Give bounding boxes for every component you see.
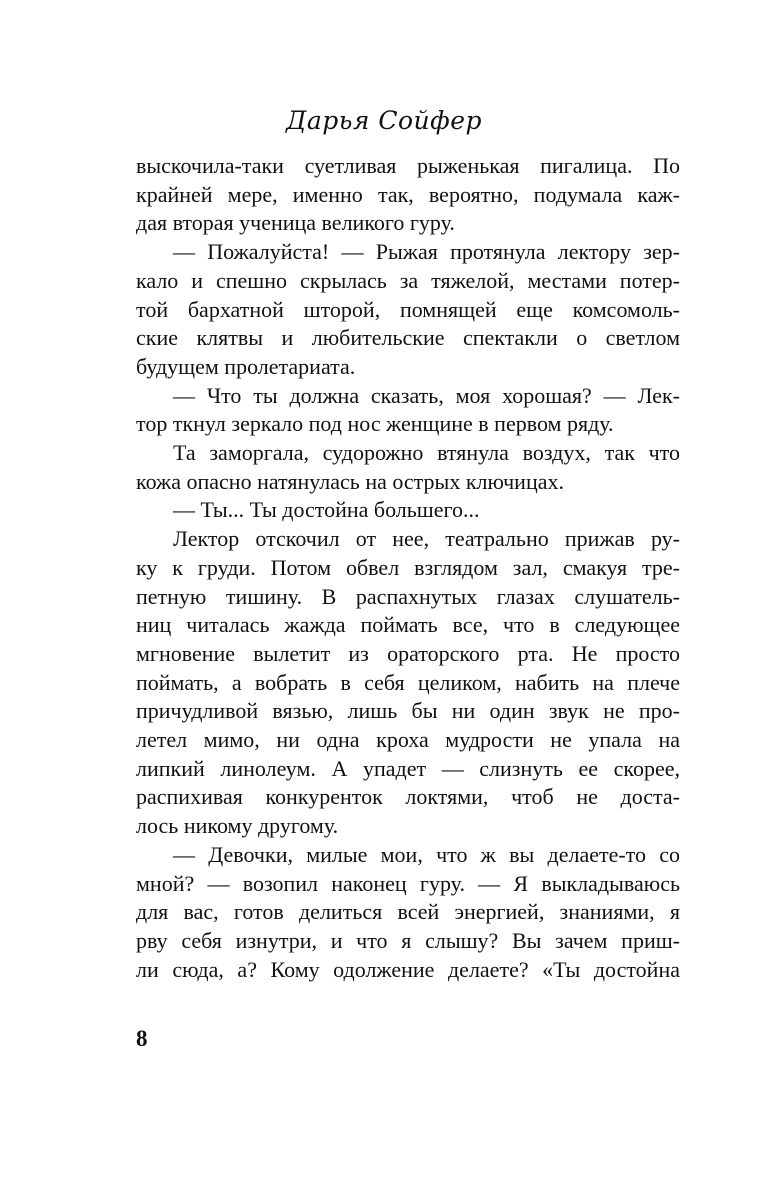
text-line: — Пожалуйста! — Рыжая протянула лектору зер-: [173, 239, 680, 265]
running-head: Дарья Сойфер: [286, 106, 482, 135]
text-line: ли сюда, а? Кому одолжение делаете? «Ты достойна: [136, 956, 680, 982]
page-number: 8: [136, 1026, 148, 1051]
text-line: летел мимо, ни одна кроха мудрости не упала на: [136, 727, 680, 753]
text-line: кожа опасно натянулась на острых ключицах.: [136, 468, 564, 494]
text-line: петную тишину. В распахнутых глазах слушатель-: [136, 583, 680, 609]
text-line: дая вторая ученица великого гуру.: [136, 210, 455, 236]
text-line: для вас, готов делиться всей энергией, знаниями, я: [136, 899, 680, 925]
text-line: тор ткнул зеркало под нос женщине в первом ряду.: [136, 411, 614, 437]
text-line: распихивая конкуренток локтями, чтоб не доста-: [136, 784, 680, 810]
text-line: — Что ты должна сказать, моя хорошая? — Лек-: [173, 382, 680, 408]
text-line: причудливой вязью, лишь бы ни один звук не про-: [136, 698, 680, 724]
text-line: — Девочки, милые мои, что ж вы делаете-то со: [173, 841, 680, 867]
text-line: ниц читалась жажда поймать все, что в следующее: [136, 612, 680, 638]
text-line: ку к груди. Потом обвел взглядом зал, смакуя тре-: [136, 554, 680, 580]
text-line: кало и спешно скрылась за тяжелой, местами потер-: [136, 267, 680, 293]
text-line: лось никому другому.: [136, 813, 339, 839]
text-line: той бархатной шторой, помнящей еще комсомоль-: [136, 296, 680, 322]
text-line: липкий линолеум. А упадет — слизнуть ее скорее,: [136, 755, 680, 781]
text-line: будущем пролетариата.: [136, 353, 356, 379]
text-line: поймать, а вобрать в себя целиком, набить на плече: [136, 669, 680, 695]
text-line: Лектор отскочил от нее, театрально прижав ру-: [173, 526, 680, 552]
text-line: Та заморгала, судорожно втянула воздух, так что: [173, 440, 680, 466]
body-text: [136, 152, 680, 984]
text-line: мной? — возопил наконец гуру. — Я выкладываюсь: [136, 870, 680, 896]
text-line: ские клятвы и любительские спектакли о светлом: [136, 325, 680, 351]
text-line: рву себя изнутри, и что я слышу? Вы зачем приш-: [136, 927, 680, 953]
text-line: крайней мере, именно так, вероятно, подумала каж-: [136, 181, 680, 207]
text-line: мгновение вылетит из ораторского рта. Не просто: [136, 640, 680, 666]
text-line: — Ты... Ты достойна большего...: [173, 497, 480, 523]
text-line: выскочила-таки суетливая рыженькая пигалица. По: [136, 153, 680, 178]
